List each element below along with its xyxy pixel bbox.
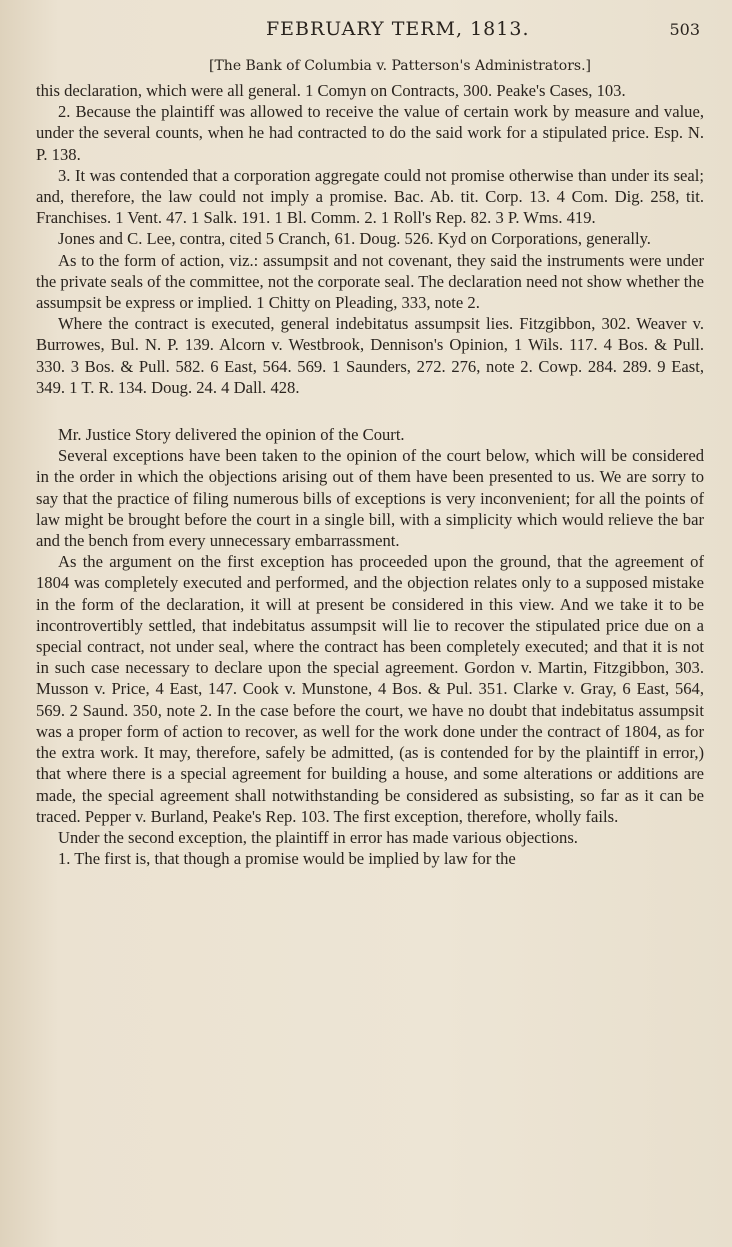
opinion-section: [36, 424, 704, 869]
opinion-paragraph: Mr. Justice Story delivered the opinion of the Court.: [58, 425, 405, 445]
case-caption: [The Bank of Columbia v. Patterson's Administrators.]: [209, 58, 591, 74]
section-gap: [36, 398, 704, 424]
argument-paragraph: Where the contract is executed, general indebitatus assumpsit lies. Fitzgibbon, 302. Weaver v. Burrowes, Bul. N. P. 139. Alcorn v. Westbrook, Dennison's Opinion, 1 Wils. 117. 4 Bos. & Pull. 330. 3 Bos. & Pull. 582. 6 East, 564. 569. 1 Saunders, 272. 276, note 2. Cowp. 284. 289. 9 East, 349. 1 T. R. 134. Doug. 24. 4 Dall. 428.: [36, 314, 704, 397]
opinion-paragraph: As the argument on the first exception has proceeded upon the ground, that the agreement of 1804 was completely executed and performed, and the objection relates only to a supposed mistake in the form of the declaration, it will at present be considered in this view. And we take it to be incontrovertibly settled, that indebitatus assumpsit will lie to recover the stipulated price due on a special contract, not under seal, where the contract has been completely executed; and that it is not in such case necessary to declare upon the special agreement. Gordon v. Martin, Fitzgibbon, 303. Musson v. Price, 4 East, 147. Cook v. Munstone, 4 Bos. & Pul. 351. Clarke v. Gray, 6 East, 564, 569. 2 Saund. 350, note 2. In the case before the court, we have no doubt that indebitatus assumpsit was a proper form of action to recover, as well for the work done under the contract of 1804, as for the extra work. It may, therefore, safely be admitted, (as is contended for by the plaintiff in error,) that where there is a special agreement for building a house, and some alterations or additions are made, the special agreement shall notwithstanding be considered as subsisting, so far as it can be traced. Pepper v. Burland, Peake's Rep. 103. The first exception, therefore, wholly fails.: [36, 552, 704, 826]
argument-paragraph: 2. Because the plaintiff was allowed to receive the value of certain work by measure and value, under the several counts, when he had contracted to do the said work for a stipulated price. Esp. N. P. 138.: [36, 102, 704, 164]
page-number: 503: [669, 20, 700, 39]
argument-paragraph: Jones and C. Lee, contra, cited 5 Cranch, 61. Doug. 526. Kyd on Corporations, generally.: [58, 229, 651, 249]
opinion-paragraph: Under the second exception, the plaintiff in error has made various objections.: [58, 827, 578, 847]
running-head: [36, 18, 704, 52]
argument-section: [36, 80, 704, 398]
opinion-paragraph: Several exceptions have been taken to the opinion of the court below, which will be considered in the order in which the objections arising out of them have been presented to us. We are sorry to say that the practice of filing numerous bills of exceptions is very inconvenient; for all the points of law might be brought before the court in a single bill, with a simplicity which would relieve the bar and the bench from every unnecessary embarrassment.: [36, 446, 704, 551]
opinion-paragraph: 1. The first is, that though a promise would be implied by law for the: [58, 849, 516, 869]
argument-paragraph: this declaration, which were all general. 1 Comyn on Contracts, 300. Peake's Cases, 103.: [36, 81, 626, 100]
argument-paragraph: 3. It was contended that a corporation aggregate could not promise otherwise than under its seal; and, therefore, the law could not imply a promise. Bac. Ab. tit. Corp. 13. 4 Com. Dig. 258, tit. Franchises. 1 Vent. 47. 1 Salk. 191. 1 Bl. Comm. 2. 1 Roll's Rep. 82. 3 P. Wms. 419.: [36, 165, 704, 228]
page-title: FEBRUARY TERM, 1813.: [265, 18, 530, 40]
argument-paragraph: As to the form of action, viz.: assumpsit and not covenant, they said the instruments were under the private seals of the committee, not the corporate seal. The declaration need not show whether the assumpsit be express or implied. 1 Chitty on Pleading, 333, note 2.: [36, 250, 704, 313]
